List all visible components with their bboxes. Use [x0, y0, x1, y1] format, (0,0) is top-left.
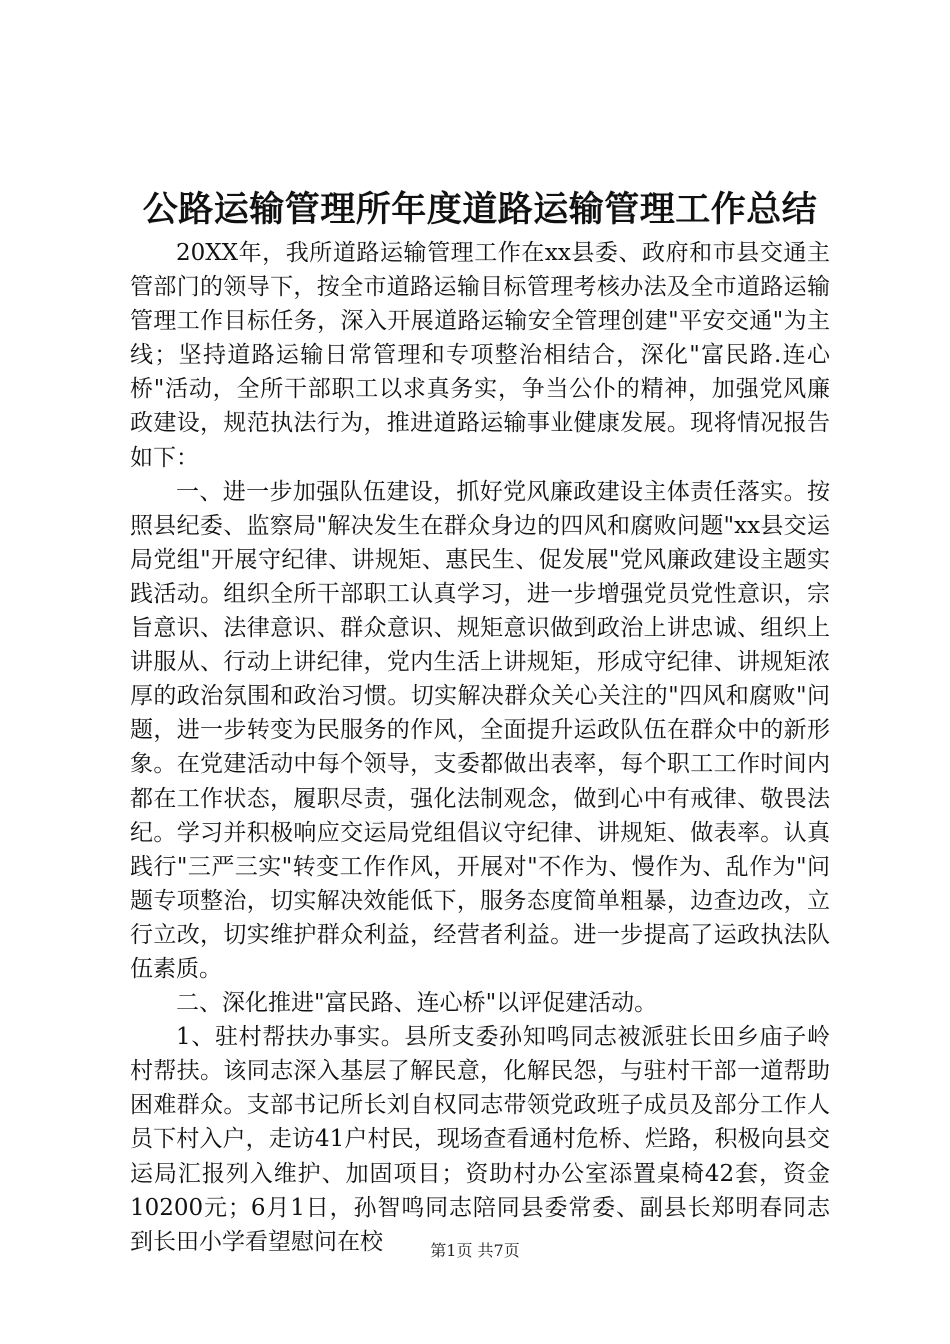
document-title: 公路运输管理所年度道路运输管理工作总结	[142, 189, 818, 230]
paragraph-section-1: 一、进一步加强队伍建设，抓好党风廉政建设主体责任落实。按照县纪委、监察局"解决发生在群众身边的四风和腐败问题"xx县交运局党组"开展守纪律、讲规矩、惠民生、促发展"党风廉政建设主题实践活动。组织全所干部职工认真学习，进一步增强党员党性意识，宗旨意识、法律意识、群众意识、规矩意识做到政治上讲忠诚、组织上讲服从、行动上讲纪律，党内生活上讲规矩，形成守纪律、讲规矩浓厚的政治氛围和政治习惯。切实解决群众关心关注的"四风和腐败"问题，进一步转变为民服务的作风，全面提升运政队伍在群众中的新形象。在党建活动中每个领导，支委都做出表率，每个职工工作时间内都在工作状态，履职尽责，强化法制观念，做到心中有戒律、敬畏法纪。学习并积极响应交运局党组倡议守纪律、讲规矩、做表率。认真践行"三严三实"转变工作作风，开展对"不作为、慢作为、乱作为"问题专项整治，切实解决效能低下，服务态度简单粗暴，边查边改，立行立改，切实维护群众利益，经营者利益。进一步提高了运政执法队伍素质。	[130, 478, 830, 982]
paragraph-item-1: 1、驻村帮扶办事实。县所支委孙知鸣同志被派驻长田乡庙子岭村帮扶。该同志深入基层了解民意，化解民怨，与驻村干部一道帮助困难群众。支部书记所长刘自权同志带领党政班子成员及部分工作人员下村入户，走访41户村民，现场查看通村危桥、烂路，积极向县交运局汇报列入维护、加固项目；资助村办公室添置桌椅42套，资金10200元；6月1日，孙智鸣同志陪同县委常委、副县长郑明春同志到长田小学看望慰问在校	[130, 1024, 830, 1255]
page-footer: 第1页 共7页	[430, 1241, 520, 1260]
paragraph-section-2-heading: 二、深化推进"富民路、连心桥"以评促建活动。	[176, 990, 658, 1017]
document-body	[130, 236, 830, 1259]
paragraph-intro: 20XX年，我所道路运输管理工作在xx县委、政府和市县交通主管部门的领导下，按全市道路运输目标管理考核办法及全市道路运输管理工作目标任务，深入开展道路运输安全管理创建"平安交通"为主线；坚持道路运输日常管理和专项整治相结合，深化"富民路.连心桥"活动，全所干部职工以求真务实，争当公仆的精神，加强党风廉政建设，规范执法行为，推进道路运输事业健康发展。现将情况报告如下：	[130, 240, 830, 471]
